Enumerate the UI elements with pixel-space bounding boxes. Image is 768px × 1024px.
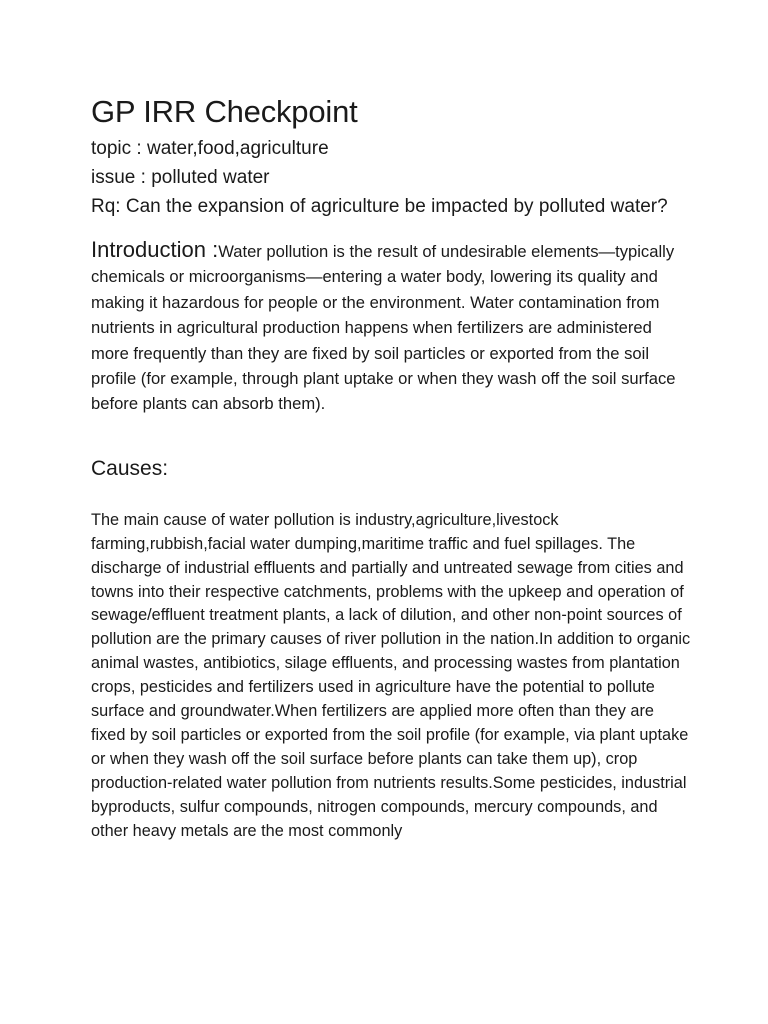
topic-line: topic : water,food,agriculture — [91, 138, 329, 159]
document-title: GP IRR Checkpoint — [91, 94, 358, 129]
introduction-label: Introduction : — [91, 237, 219, 262]
issue-line: issue : polluted water — [91, 167, 270, 188]
introduction-paragraph — [91, 237, 691, 417]
research-question: Rq: Can the expansion of agriculture be impacted by polluted water? — [91, 196, 668, 217]
causes-paragraph: The main cause of water pollution is industry,agriculture,livestock farming,rubbish,facial water dumping,maritime traffic and fuel spillages. The discharge of industrial effluents and partially and untreated sewage from cities and towns into their respective catchments, problems with the upkeep and operation of sewage/effluent treatment plants, a lack of dilution, and other non-point sources of pollution are the primary causes of river pollution in the nation.In addition to organic animal wastes, antibiotics, silage effluents, and processing wastes from plantation crops, pesticides and fertilizers used in agriculture have the potential to pollute surface and groundwater.When fertilizers are applied more often than they are fixed by soil particles or exported from the soil profile (for example, via plant uptake or when they wash off the soil surface before plants can take them up), crop production-related water pollution from nutrients results.Some pesticides, industrial byproducts, sulfur compounds, nitrogen compounds, mercury compounds, and other heavy metals are the most commonly — [91, 510, 691, 840]
introduction-text: Water pollution is the result of undesirable elements—typically chemicals or microorganisms—entering a water body, lowering its quality and making it hazardous for people or the environment. Water contamination from nutrients in agricultural production happens when fertilizers are administered more frequently than they are fixed by soil particles or exported from the soil profile (for example, through plant uptake or when they wash off the soil surface before plants can absorb them). — [91, 242, 676, 414]
causes-heading: Causes: — [91, 456, 169, 480]
document-page — [91, 92, 691, 844]
